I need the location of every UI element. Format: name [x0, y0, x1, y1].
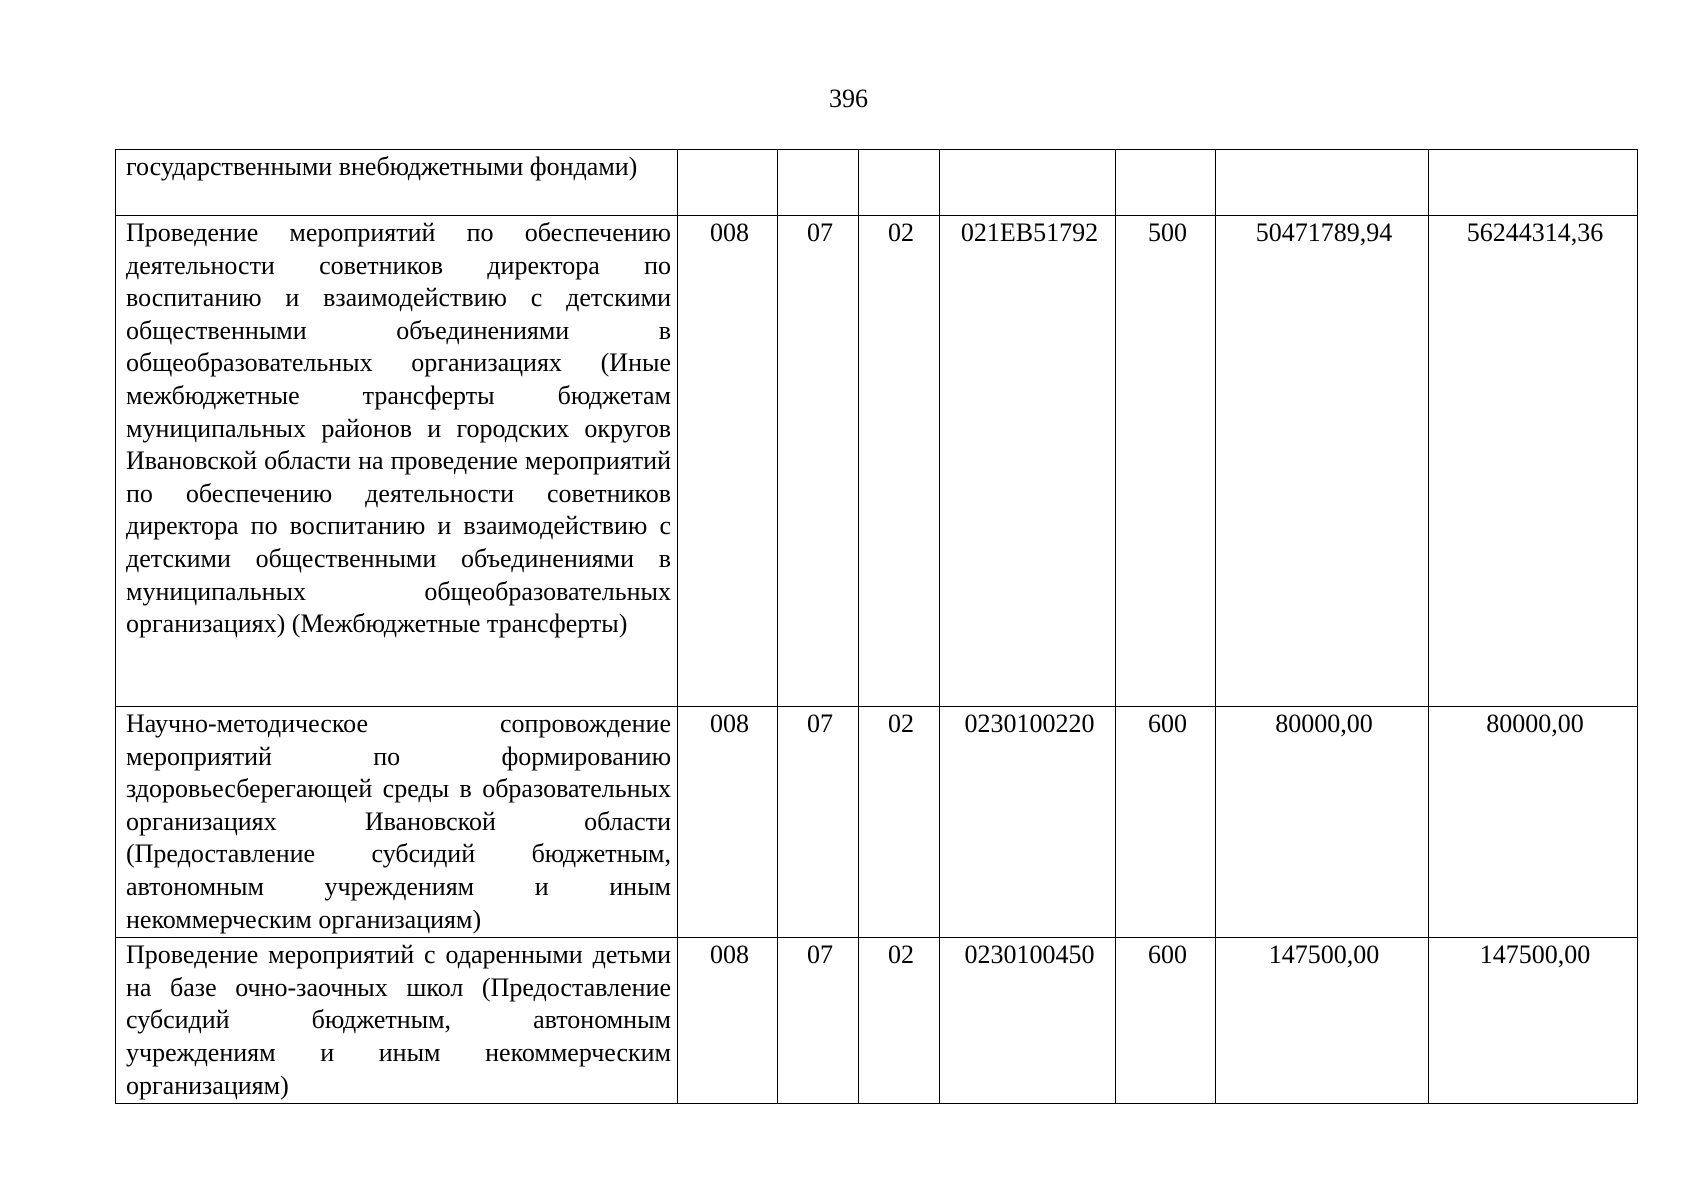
cell-expense-type: 600 — [1116, 707, 1216, 938]
description-text: Проведение мероприятий с одаренными детьми на базе очно-заочных школ (Предоставление субсидий бюджетным, автономным учреждениям и иным некоммерческим организациям) — [126, 940, 671, 1100]
cell-target-article: 0230100220 — [940, 707, 1116, 938]
cell-amount-2: 147500,00 — [1429, 938, 1638, 1104]
cell-description — [116, 707, 678, 938]
cell-amount-2: 80000,00 — [1429, 707, 1638, 938]
description-text: Научно-методическое сопровождение мероприятий по формированию здоровьесберегающей среды в образовательных организациях Ивановской области (Предоставление субсидий бюджетным, автономным учреждениям и иным некоммерческим организациям) — [126, 709, 671, 934]
cell-target-article — [940, 150, 1116, 216]
cell-ministry: 008 — [678, 938, 778, 1104]
cell-subsection: 02 — [859, 216, 940, 707]
table-row — [116, 707, 1638, 938]
cell-amount-2: 56244314,36 — [1429, 216, 1638, 707]
budget-table — [115, 149, 1638, 1104]
cell-ministry — [678, 150, 778, 216]
cell-description — [116, 216, 678, 707]
cell-description — [116, 150, 678, 216]
cell-section: 07 — [778, 216, 859, 707]
description-text: Проведение мероприятий по обеспечению деятельности советников директора по воспитанию и взаимодействию с детскими общественными объединениями в общеобразовательных организациях (Иные межбюджетные трансферты бюджетам муниципальных районов и городских округов Ивановской области на проведение мероприятий по обеспечению деятельности советников директора по воспитанию и взаимодействию с детскими общественными объединениями в муниципальных общеобразовательных организациях) (Межбюджетные трансферты) — [126, 218, 671, 639]
table-row — [116, 938, 1638, 1104]
cell-section — [778, 150, 859, 216]
cell-amount-1: 50471789,94 — [1216, 216, 1429, 707]
cell-expense-type: 600 — [1116, 938, 1216, 1104]
cell-expense-type — [1116, 150, 1216, 216]
cell-subsection — [859, 150, 940, 216]
cell-ministry: 008 — [678, 707, 778, 938]
table-row — [116, 216, 1638, 707]
cell-amount-1: 80000,00 — [1216, 707, 1429, 938]
cell-section: 07 — [778, 707, 859, 938]
description-text: государственными внебюджетными фондами) — [126, 152, 638, 181]
table-row — [116, 150, 1638, 216]
page-number: 396 — [829, 84, 868, 113]
cell-amount-1 — [1216, 150, 1429, 216]
cell-amount-1: 147500,00 — [1216, 938, 1429, 1104]
cell-ministry: 008 — [678, 216, 778, 707]
cell-target-article: 0230100450 — [940, 938, 1116, 1104]
cell-amount-2 — [1429, 150, 1638, 216]
cell-section: 07 — [778, 938, 859, 1104]
cell-expense-type: 500 — [1116, 216, 1216, 707]
cell-target-article: 021EB51792 — [940, 216, 1116, 707]
cell-subsection: 02 — [859, 707, 940, 938]
cell-description — [116, 938, 678, 1104]
cell-subsection: 02 — [859, 938, 940, 1104]
